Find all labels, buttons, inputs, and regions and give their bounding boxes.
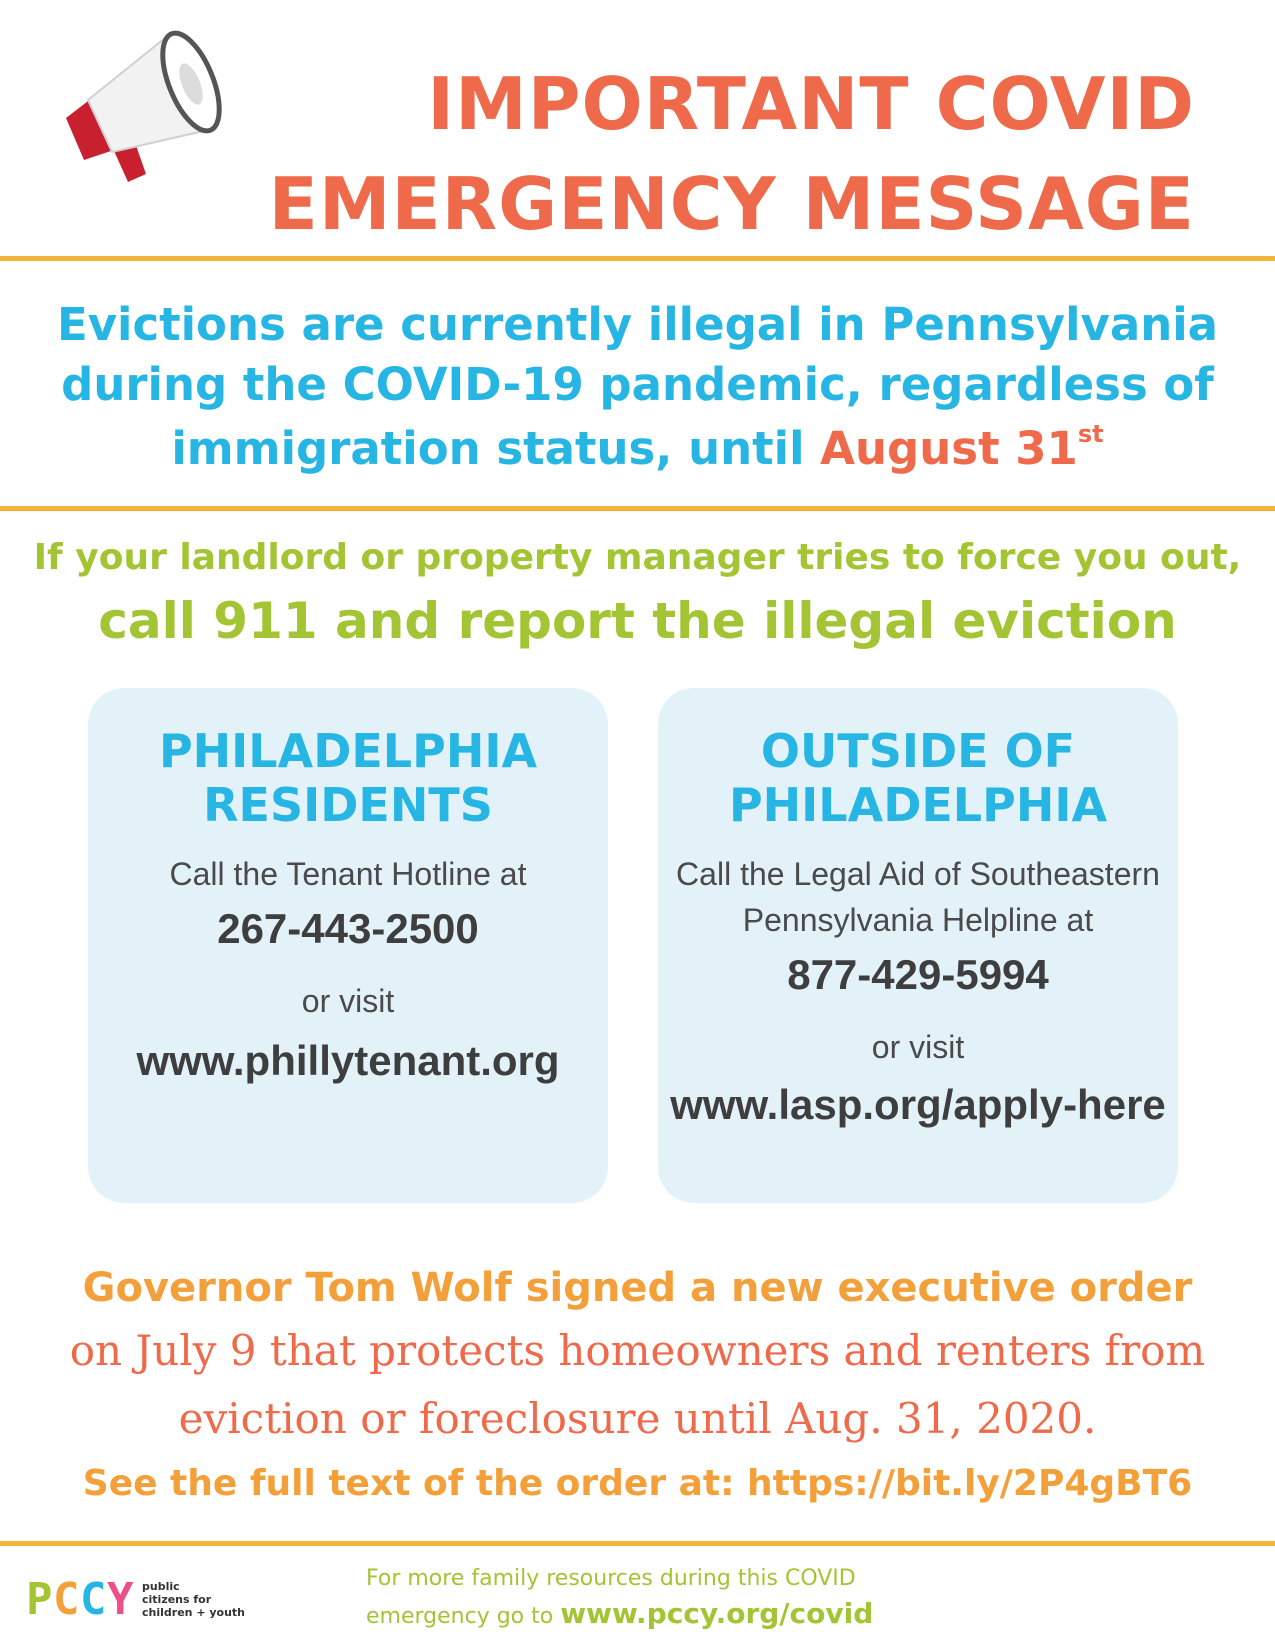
logo-text-line1: public [142,1580,180,1593]
governor-order-line1: Governor Tom Wolf signed a new executive order [82,1265,1193,1311]
outside-philadelphia-box [658,688,1178,1203]
governor-order-line3: eviction or foreclosure until Aug. 31, 2020. [178,1394,1097,1443]
philly-heading-line2: RESIDENTS [203,778,493,832]
pccy-covid-link[interactable]: www.pccy.org/covid [560,1597,874,1630]
pccy-logo [26,1574,266,1625]
footer-text-line2-prefix: emergency go to [366,1604,561,1629]
order-full-text-link[interactable]: See the full text of the order at: https://bit.ly/2P4gBT6 [82,1463,1193,1504]
call-to-action-line2: call 911 and report the illegal eviction [98,592,1177,650]
eviction-deadline-ordinal: st [1077,420,1104,448]
footer-text-line2 [366,1597,874,1630]
outside-website-link[interactable]: www.lasp.org/apply-here [670,1081,1166,1128]
outside-helpline-intro-line2: Pennsylvania Helpline at [742,902,1094,938]
logo-letter-c1: C [53,1574,80,1625]
evictions-text-line3 [20,420,1255,475]
page-title-line2: EMERGENCY MESSAGE [268,162,1195,246]
outside-helpline-phone[interactable]: 877-429-5994 [787,951,1049,998]
page-title-line1: IMPORTANT COVID [427,62,1195,146]
logo-text-line3: children + youth [142,1606,246,1619]
evictions-text-line1: Evictions are currently illegal in Pennsylvania [56,298,1219,351]
logo-letter-y: Y [107,1574,134,1625]
outside-heading-line1: OUTSIDE OF [760,724,1076,778]
governor-order-line2: on July 9 that protects homeowners and renters from [69,1326,1206,1375]
footer-text-line1: For more family resources during this COVID [366,1566,856,1591]
evictions-text-line2: during the COVID-19 pandemic, regardless of [61,358,1214,411]
philly-website-link[interactable]: www.phillytenant.org [136,1037,560,1084]
divider [0,256,1275,261]
outside-helpline-intro-line1: Call the Legal Aid of Southeastern [676,856,1160,892]
philly-heading-line1: PHILADELPHIA [158,724,538,778]
philadelphia-residents-box [88,688,608,1203]
philly-hotline-intro: Call the Tenant Hotline at [169,856,527,892]
divider [0,1541,1275,1546]
philly-or-visit: or visit [301,983,395,1019]
outside-heading-line2: PHILADELPHIA [728,778,1108,832]
logo-letter-c2: C [80,1574,107,1625]
evictions-text-line3-prefix: immigration status, until [171,422,821,475]
call-to-action-line1: If your landlord or property manager tries to force you out, [33,537,1242,578]
eviction-deadline-date: August 31 [820,422,1078,475]
philly-hotline-phone[interactable]: 267-443-2500 [217,905,479,952]
logo-letter-p: P [26,1574,53,1625]
outside-or-visit: or visit [871,1029,965,1065]
divider [0,506,1275,511]
logo-text-line2: citizens for [142,1593,212,1606]
